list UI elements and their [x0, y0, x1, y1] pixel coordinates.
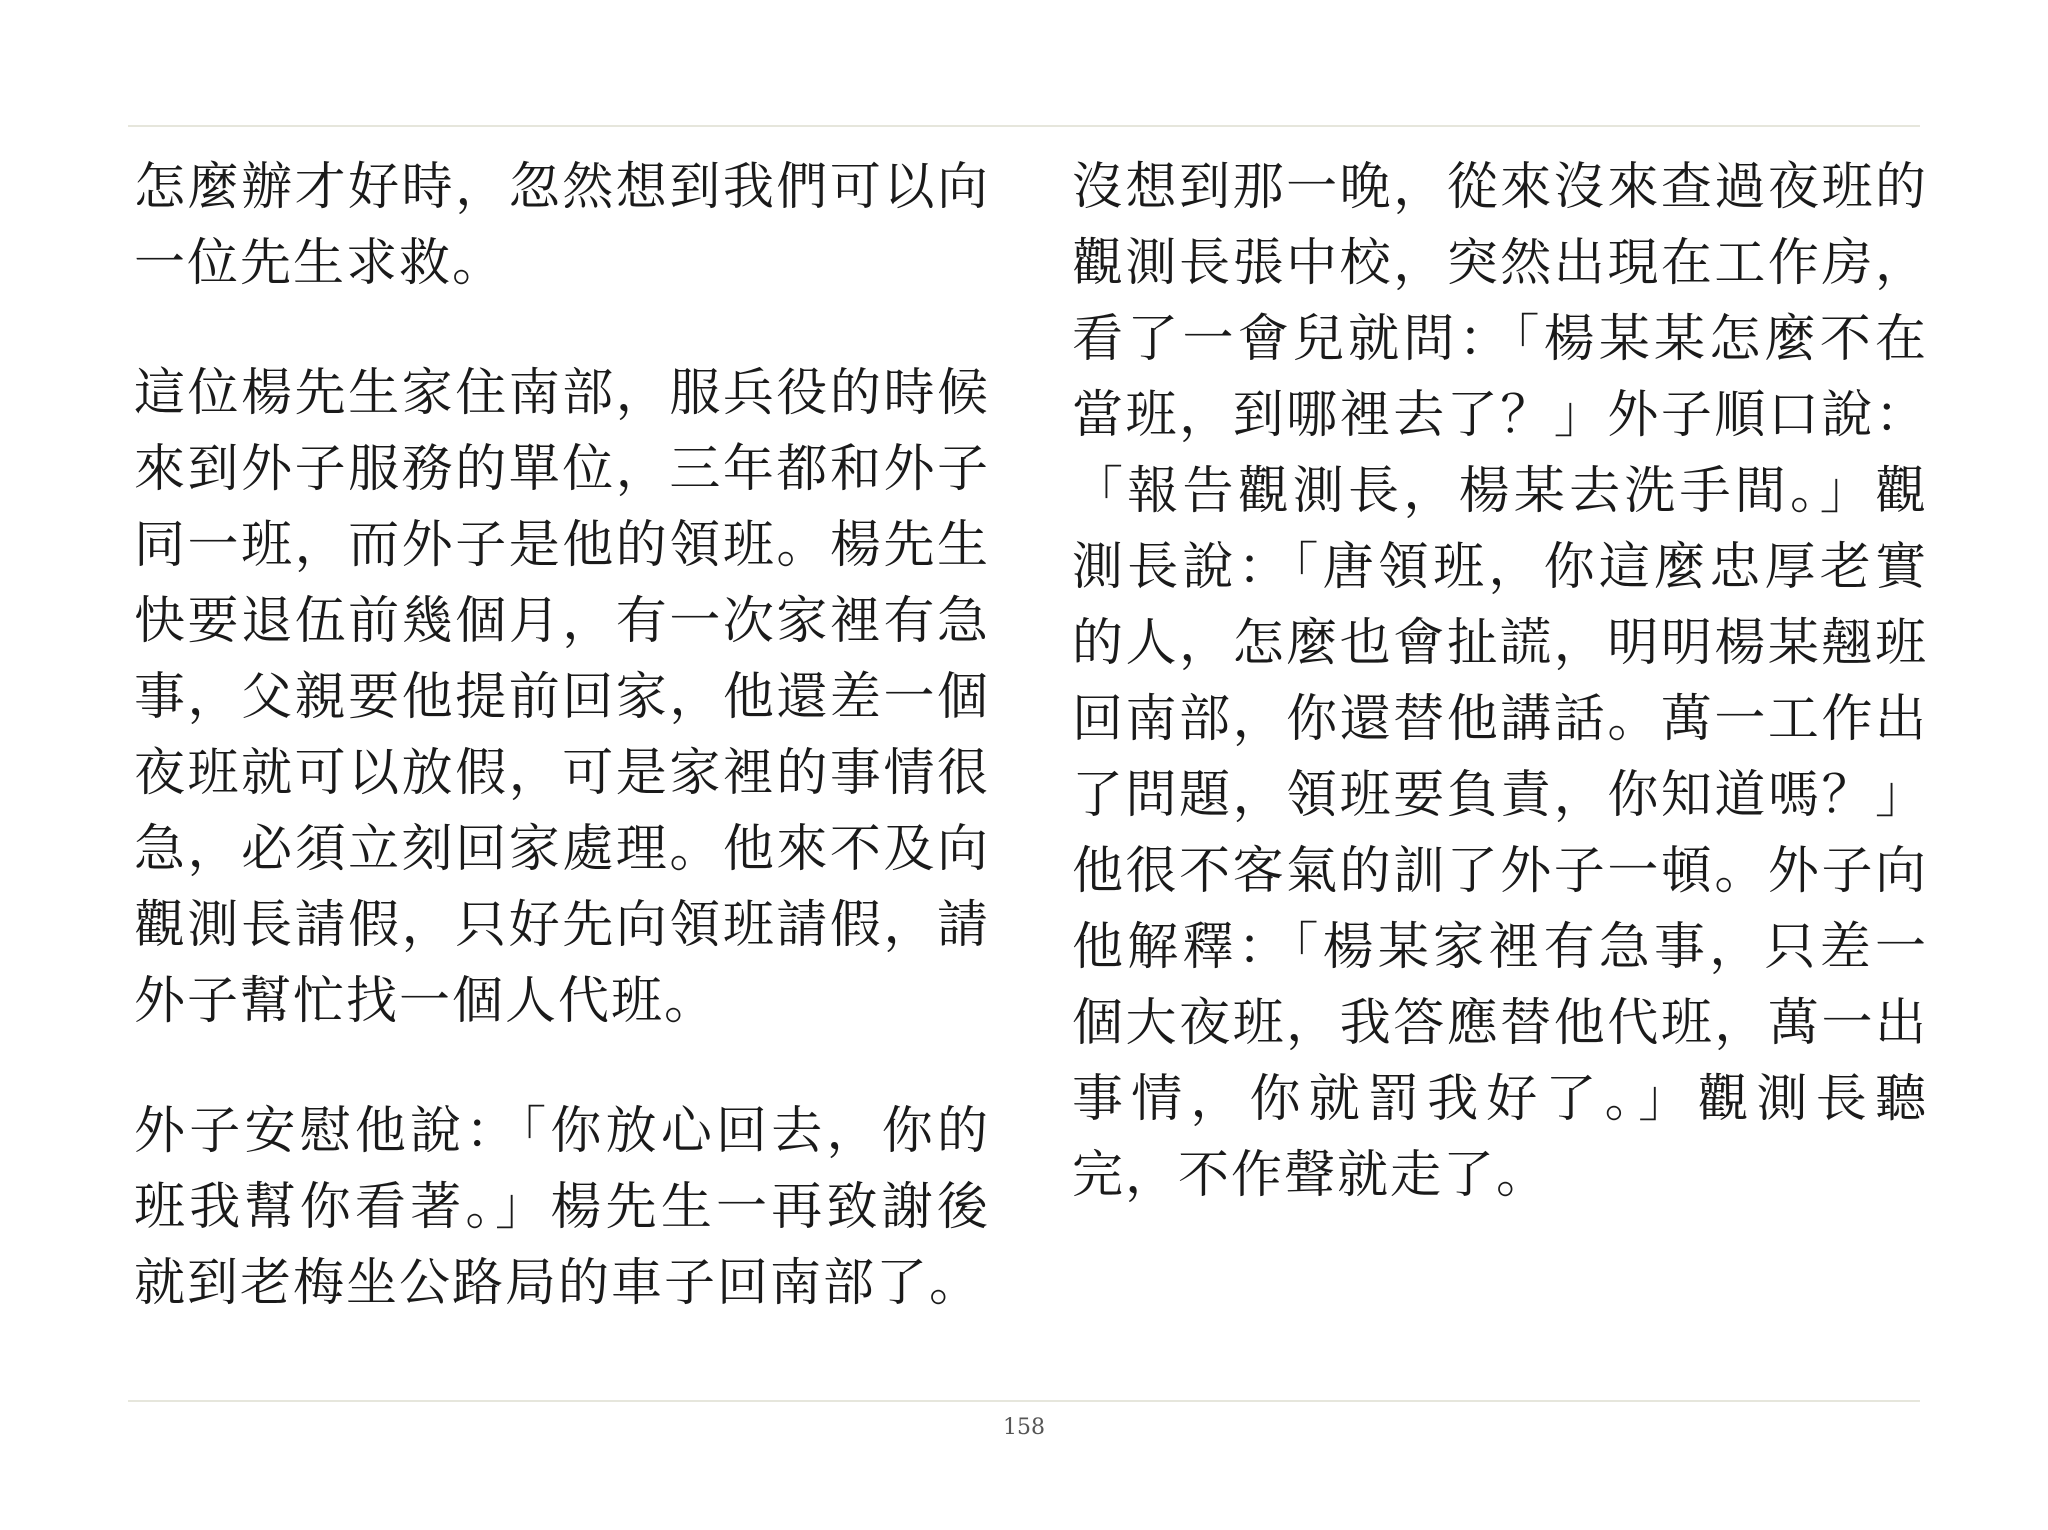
right-text-column [1072, 150, 1928, 1214]
bottom-rule [128, 1400, 1920, 1402]
page-number: 158 [1003, 1415, 1045, 1440]
paragraph: 這位楊先生家住南部，服兵役的時候來到外子服務的單位，三年都和外子同一班，而外子是他的領班。楊先生快要退伍前幾個月，有一次家裡有急事，父親要他提前回家，他還差一個夜班就可以放假，可是家裡的事情很急，必須立刻回家處理。他來不及向觀測長請假，只好先向領班請假，請外子幫忙找一個人代班。 [134, 364, 990, 1031]
top-rule [128, 125, 1920, 127]
paragraph: 外子安慰他說：「你放心回去，你的班我幫你看著。」楊先生一再致謝後就到老梅坐公路局的車子回南部了。 [134, 1102, 990, 1313]
left-text-column [134, 150, 990, 1322]
paragraph: 怎麼辦才好時，忽然想到我們可以向一位先生求救。 [134, 158, 990, 293]
paragraph: 沒想到那一晚，從來沒來查過夜班的觀測長張中校，突然出現在工作房，看了一會兒就問：「楊某某怎麼不在當班，到哪裡去了？」外子順口說：「報告觀測長，楊某去洗手間。」觀測長說：「唐領班，你這麼忠厚老實的人，怎麼也會扯謊，明明楊某翹班回南部，你還替他講話。萬一工作出了問題，領班要負責，你知道嗎？」他很不客氣的訓了外子一頓。外子向他解釋：「楊某家裡有急事，只差一個大夜班，我答應替他代班，萬一出事情，你就罰我好了。」觀測長聽完，不作聲就走了。 [1072, 158, 1928, 1205]
